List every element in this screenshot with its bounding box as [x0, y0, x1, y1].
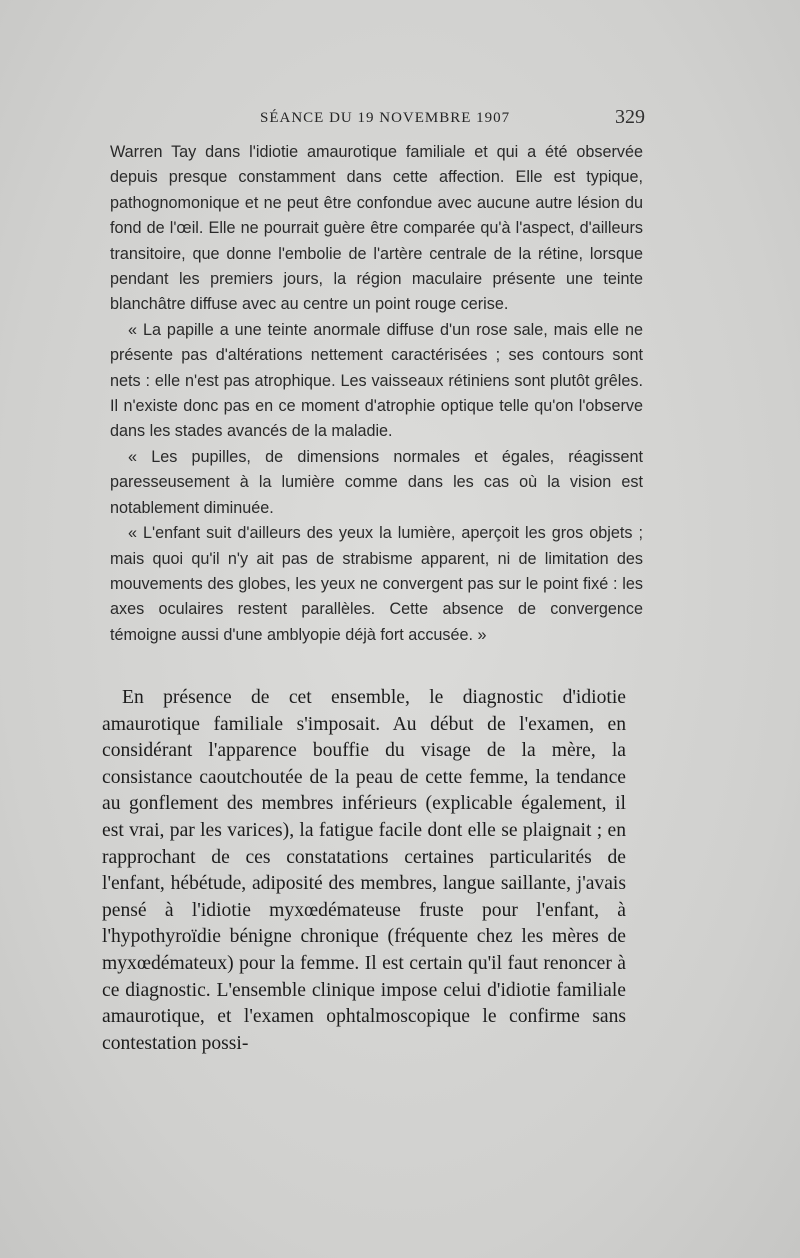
page-header — [110, 106, 645, 136]
page-number: 329 — [615, 106, 645, 128]
quoted-report — [110, 140, 643, 648]
main-text — [102, 685, 626, 1057]
quoted-paragraph: Warren Tay dans l'idiotie amaurotique familiale et qui a été observée depuis presque constamment dans cette affection. Elle est typique, pathognomonique et ne peut être confondue avec aucune autre lésion du fond de l'œil. Elle ne pourrait guère être comparée qu'à l'aspect, d'ailleurs transitoire, que donne l'embolie de l'artère centrale de la rétine, lorsque pendant les premiers jours, la région maculaire présente une teinte blanchâtre diffuse avec au centre un point rouge cerise. — [110, 143, 643, 314]
quoted-paragraph: « La papille a une teinte anormale diffuse d'un rose sale, mais elle ne présente pas d'altérations nettement caractérisées ; ses contours sont nets : elle n'est pas atrophique. Les vaisseaux rétiniens sont plutôt grêles. Il n'existe donc pas en ce moment d'atrophie optique telle qu'on l'observe dans les stades avancés de la maladie. — [110, 320, 643, 441]
main-paragraph: En présence de cet ensemble, le diagnostic d'idiotie amaurotique familiale s'imposait. Au début de l'examen, en considérant l'apparence bouffie du visage de la mère, la consistance caoutchoutée de la peau de cette femme, la tendance au gonflement des membres inférieurs (explicable également, il est vrai, par les varices), la fatigue facile dont elle se plaignait ; en rapprochant de ces constatations certaines particularités de l'enfant, hébétude, adiposité des membres, langue saillante, j'avais pensé à l'idiotie myxœdémateuse fruste pour l'enfant, à l'hypothyroïdie bénigne chronique (fréquente chez les mères de myxœdémateux) pour la femme. Il est certain qu'il faut renoncer à ce diagnostic. L'ensemble clinique impose celui d'idiotie familiale amaurotique, et l'examen ophtalmoscopique le confirme sans contestation possi- — [102, 687, 626, 1054]
quoted-paragraph: « Les pupilles, de dimensions normales et égales, réagissent paresseusement à la lumière comme dans les cas où la vision est notablement diminuée. — [110, 447, 643, 517]
running-title: SÉANCE DU 19 NOVEMBRE 1907 — [260, 110, 511, 126]
quoted-paragraph: « L'enfant suit d'ailleurs des yeux la lumière, aperçoit les gros objets ; mais quoi qu'il n'y ait pas de strabisme apparent, ni de limitation des mouvements des globes, les yeux ne convergent pas sur le point fixé : les axes oculaires restent parallèles. Cette absence de convergence témoigne aussi d'une amblyopie déjà fort accusée. » — [110, 524, 643, 644]
